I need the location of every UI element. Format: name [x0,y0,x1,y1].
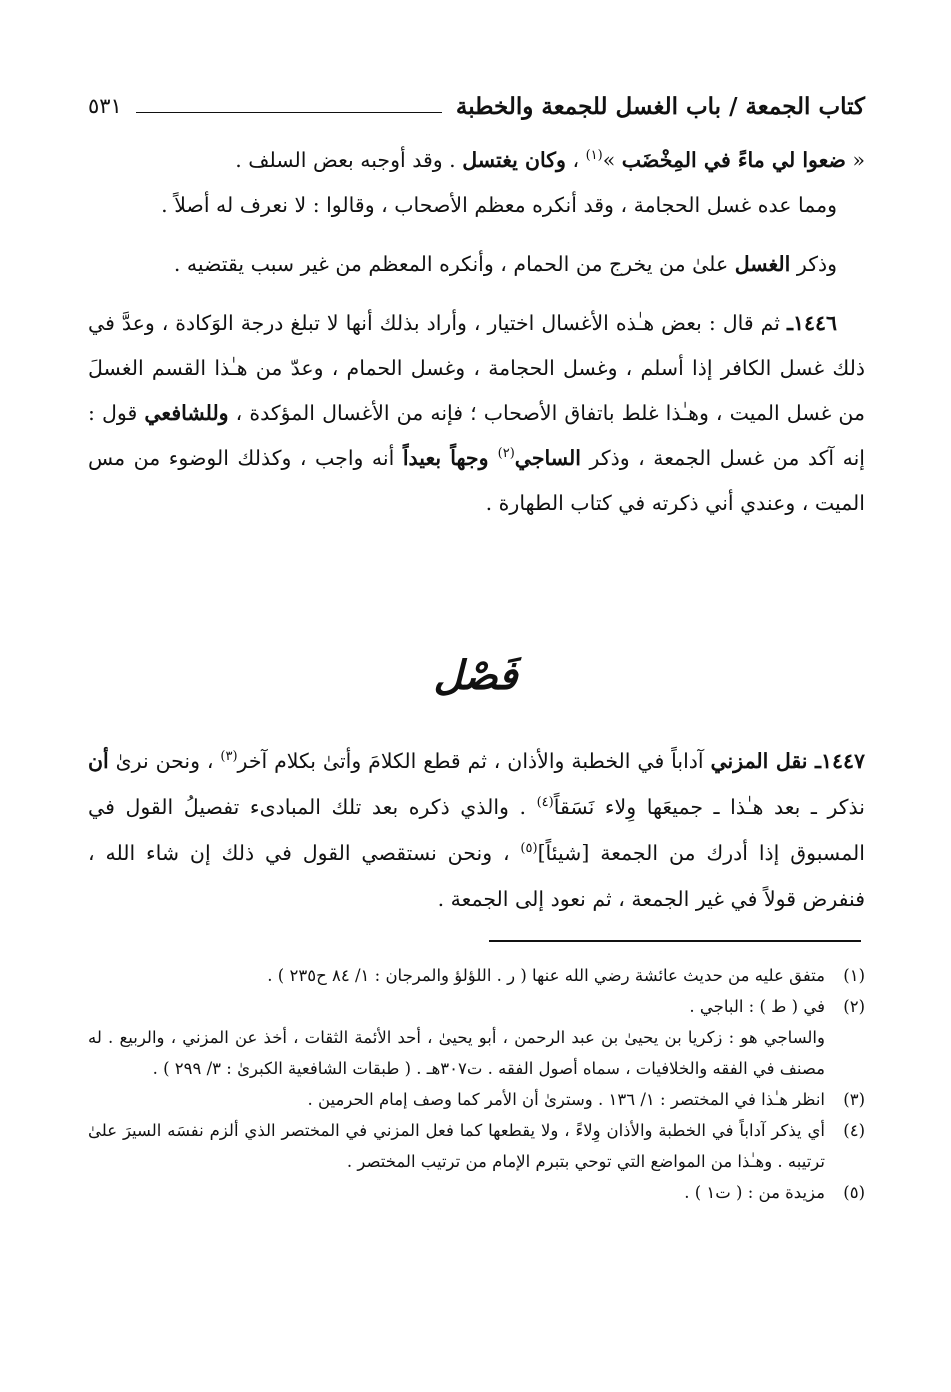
footnote-ref-1[interactable]: (١) [585,148,603,164]
text-run: . وقد أوجبه بعض السلف . [235,148,463,172]
text-run: نذكر ـ بعد هـٰذا ـ جميعَها وِلاء نَسَقاً [553,795,865,819]
footnote-1 [88,960,865,991]
paragraph-2: ومما عده غسل الحجامة ، وقد أنكره معظم الأصحاب ، وقالوا : لا نعرف له أصلاً . [161,193,837,217]
main-text-top [88,138,865,526]
bold-run: وللشافعي [144,401,229,425]
footnote-ref-2[interactable]: (٢) [497,446,515,462]
paragraph-number: ١٤٤٦ـ [786,311,837,335]
footnote-separator [489,940,861,942]
running-header [88,86,865,126]
page-number: ٥٣١ [88,94,122,118]
text-run: . والذي ذكره بعد تلك المبادىء تفصيلُ القول في المسبوق إذا أدرك من الجمعة [شيئاً] [88,795,865,865]
paragraph-3 [88,242,865,287]
footnote-text: أي يذكر آداباً في الخطبة والأذان وِلاءً ، ولا يقطعها كما فعل المزني في المختصر الذي ألزم نفسَه السيرَ علىٰ ترتيبه . وهـٰذا من المواضع التي توحي بتبرم الإمام من ترتيب المختصر . [88,1121,825,1171]
bold-run: الغسل [734,252,791,276]
bold-run: الساجي [514,446,582,470]
footnote-2 [88,991,865,1022]
paragraph-1 [88,138,865,183]
spacer [88,287,865,301]
bold-run: وجهاً بعيداً [402,446,498,470]
footnote-3 [88,1084,865,1115]
footnote-2-continuation: والساجي هو : زكريا بن يحيىٰ بن عبد الرحمن ، أبو يحيىٰ ، أحد الأئمة الثقات ، أخذ عن المزني ، والربيع . له مصنف في الفقه والخلافيات ، سماه أصول الفقه . ت٣٠٧هـ . ( طبقات الشافعية الكبرىٰ : ٣/ ٢٩٩ ) . [88,1028,825,1078]
main-text-bottom [88,738,865,922]
header-title: كتاب الجمعة / باب الغسل للجمعة والخطبة [455,92,865,120]
text-run: ، ونحن نرىٰ [108,749,221,773]
footnote-number: (٥) [843,1183,865,1202]
quote-open: « [845,148,865,172]
text-run: ثم قال : بعض هـٰذه الأغسال اختيار ، وأراد بذلك أنها لا تبلغ درجة الوَكادة ، وعدَّ في ذلك غسل الكافر إذا أسلم ، وغسل الحجامة ، وغسل الحمام ، وعدّ من هـٰذا القسم الغسلَ من غسل الميت ، وهـٰذا غلط باتفاق الأصحاب ؛ فإنه من الأغسال المؤكدة ، [88,311,865,425]
footnote-ref-3[interactable]: (٣) [220,749,238,765]
text-run: آداباً في الخطبة والأذان ، ثم قطع الكلامَ وأتىٰ بكلام آخر [237,749,711,773]
footnote-number: (١) [843,966,865,985]
footnote-ref-4[interactable]: (٤) [536,795,554,811]
paragraph-1446 [88,301,865,526]
footnote-text: مزيدة من : ( ت١ ) . [684,1183,825,1202]
footnote-number: (٢) [843,997,865,1016]
paragraph-1447 [88,738,865,922]
section-heading-fasl: فَصْل [433,652,518,699]
footnote-ref-5[interactable]: (٥) [520,841,538,857]
bold-run: نقل المزني [710,749,815,773]
text-run: ، [565,148,586,172]
text-run: وذكر [790,252,837,276]
footnote-4 [88,1115,865,1177]
paragraph-number: ١٤٤٧ـ [814,749,866,773]
text-run: علىٰ من يخرج من الحمام ، وأنكره المعظم من غير سبب يقتضيه . [173,252,735,276]
spacer [88,228,865,242]
hadith-quote: ضعوا لي ماءً في المِخْضَب [621,148,846,172]
quote-close: » [602,148,622,172]
text-run: أنه واجب ، وكذلك الوضوء من مس الميت ، وعندي أني ذكرته في كتاب الطهارة . [88,446,865,515]
footnote-text: متفق عليه من حديث عائشة رضي الله عنها ( ر . اللؤلؤ والمرجان : ١/ ٨٤ ح٢٣٥ ) . [267,966,825,985]
footnotes [88,960,865,1208]
footnote-text: في ( ط ) : الباجي . [689,997,825,1016]
text-run: ، ونحن نستقصي القول في ذلك إن شاء الله ، فنفرض قولاً في غير الجمعة ، ثم نعود إلى الجمعة . [88,841,865,911]
text-run: قول : إنه آكد من غسل الجمعة ، وذكر [88,401,865,470]
footnote-number: (٣) [843,1090,865,1109]
header-rule [136,112,442,113]
footnote-text: انظر هـٰذا في المختصر : ١/ ١٣٦ . وسترىٰ أن الأمر كما وصف إمام الحرمين . [307,1090,825,1109]
footnote-5 [88,1177,865,1208]
bold-run: وكان يغتسل [462,148,566,172]
bold-run: أن [88,749,109,773]
footnote-number: (٤) [843,1121,865,1140]
